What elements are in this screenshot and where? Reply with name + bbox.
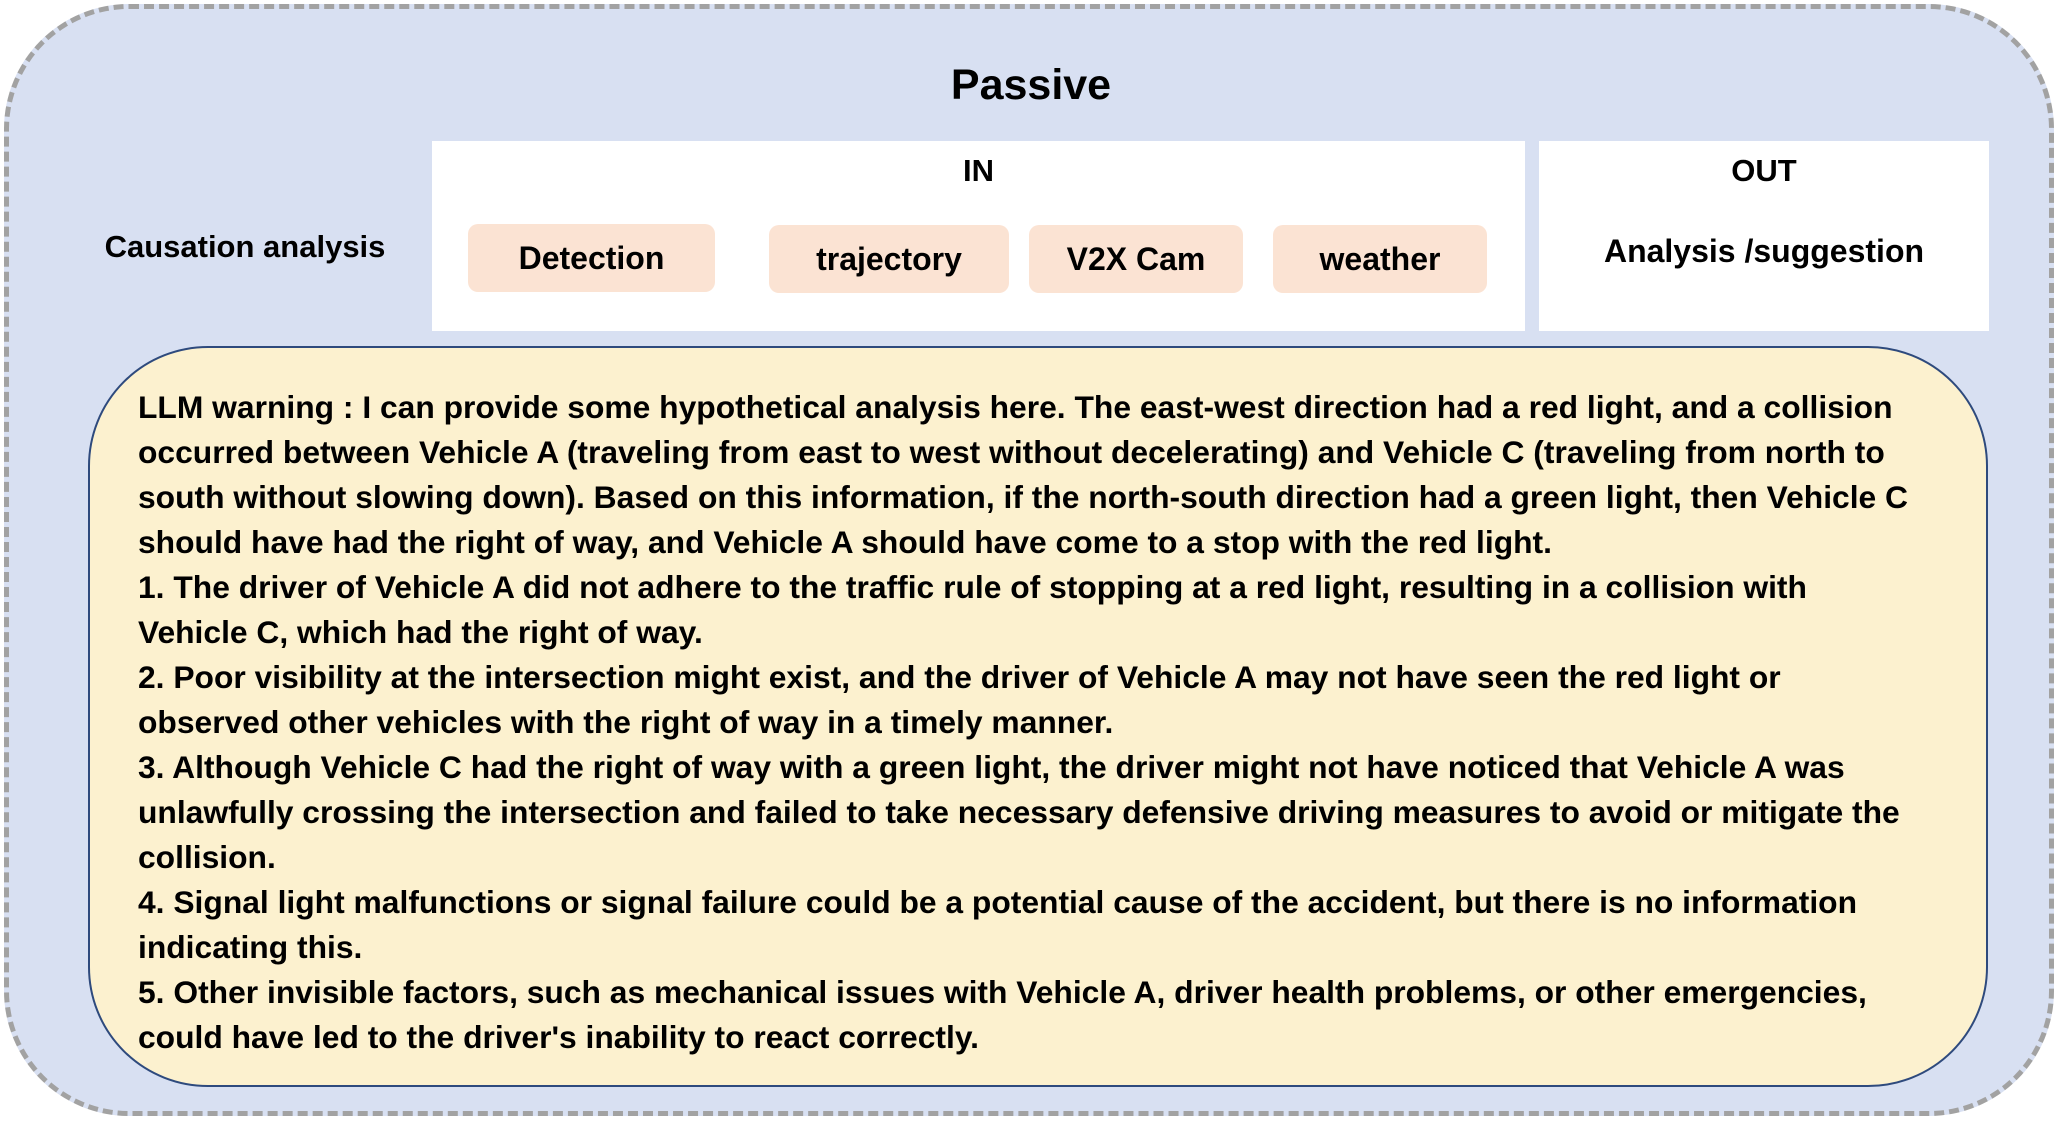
input-chip-trajectory: trajectory bbox=[769, 225, 1009, 293]
input-chip-weather: weather bbox=[1273, 225, 1487, 293]
llm-text-line: occurred between Vehicle A (traveling from east to west without decelerating) and Vehicle C (traveling from north to bbox=[138, 434, 1885, 470]
llm-text-line: 3. Although Vehicle C had the right of way with a green light, the driver might not have noticed that Vehicle A was bbox=[138, 749, 1845, 785]
llm-text-line: unlawfully crossing the intersection and failed to take necessary defensive driving measures to avoid or mitigate the bbox=[138, 794, 1900, 830]
input-panel-header: IN bbox=[963, 153, 994, 188]
row-label-causation-analysis: Causation analysis bbox=[104, 229, 386, 264]
diagram-title: Passive bbox=[950, 61, 1112, 109]
llm-text-line: 4. Signal light malfunctions or signal failure could be a potential cause of the accident, but there is no information bbox=[138, 884, 1858, 920]
llm-text-line: 5. Other invisible factors, such as mechanical issues with Vehicle A, driver health problems, or other emergencies, bbox=[138, 974, 1867, 1010]
llm-text-line: observed other vehicles with the right of way in a timely manner. bbox=[138, 704, 1114, 740]
input-panel bbox=[432, 141, 1525, 331]
llm-text-line: 2. Poor visibility at the intersection might exist, and the driver of Vehicle A may not have seen the red light or bbox=[138, 659, 1781, 695]
llm-text-line: south without slowing down). Based on this information, if the north-south direction had a green light, then Vehicle C bbox=[138, 479, 1909, 515]
llm-text-line: Vehicle C, which had the right of way. bbox=[138, 614, 703, 650]
llm-text-line: should have had the right of way, and Vehicle A should have come to a stop with the red light. bbox=[138, 524, 1552, 560]
input-chip-v2x-cam: V2X Cam bbox=[1029, 225, 1243, 293]
input-chip-detection: Detection bbox=[468, 224, 715, 292]
llm-text-line: indicating this. bbox=[138, 929, 363, 965]
llm-text-line: 1. The driver of Vehicle A did not adhere to the traffic rule of stopping at a red light, resulting in a collision with bbox=[138, 569, 1807, 605]
llm-text-line: LLM warning : I can provide some hypothetical analysis here. The east-west direction had a red light, and a collision bbox=[138, 389, 1893, 425]
output-panel-header: OUT bbox=[1731, 153, 1797, 188]
output-analysis-suggestion: Analysis /suggestion bbox=[1603, 233, 1925, 269]
llm-text-line: collision. bbox=[138, 839, 276, 875]
llm-text-line: could have led to the driver's inability to react correctly. bbox=[138, 1019, 980, 1055]
llm-warning-box bbox=[88, 346, 1988, 1087]
output-panel bbox=[1539, 141, 1989, 331]
